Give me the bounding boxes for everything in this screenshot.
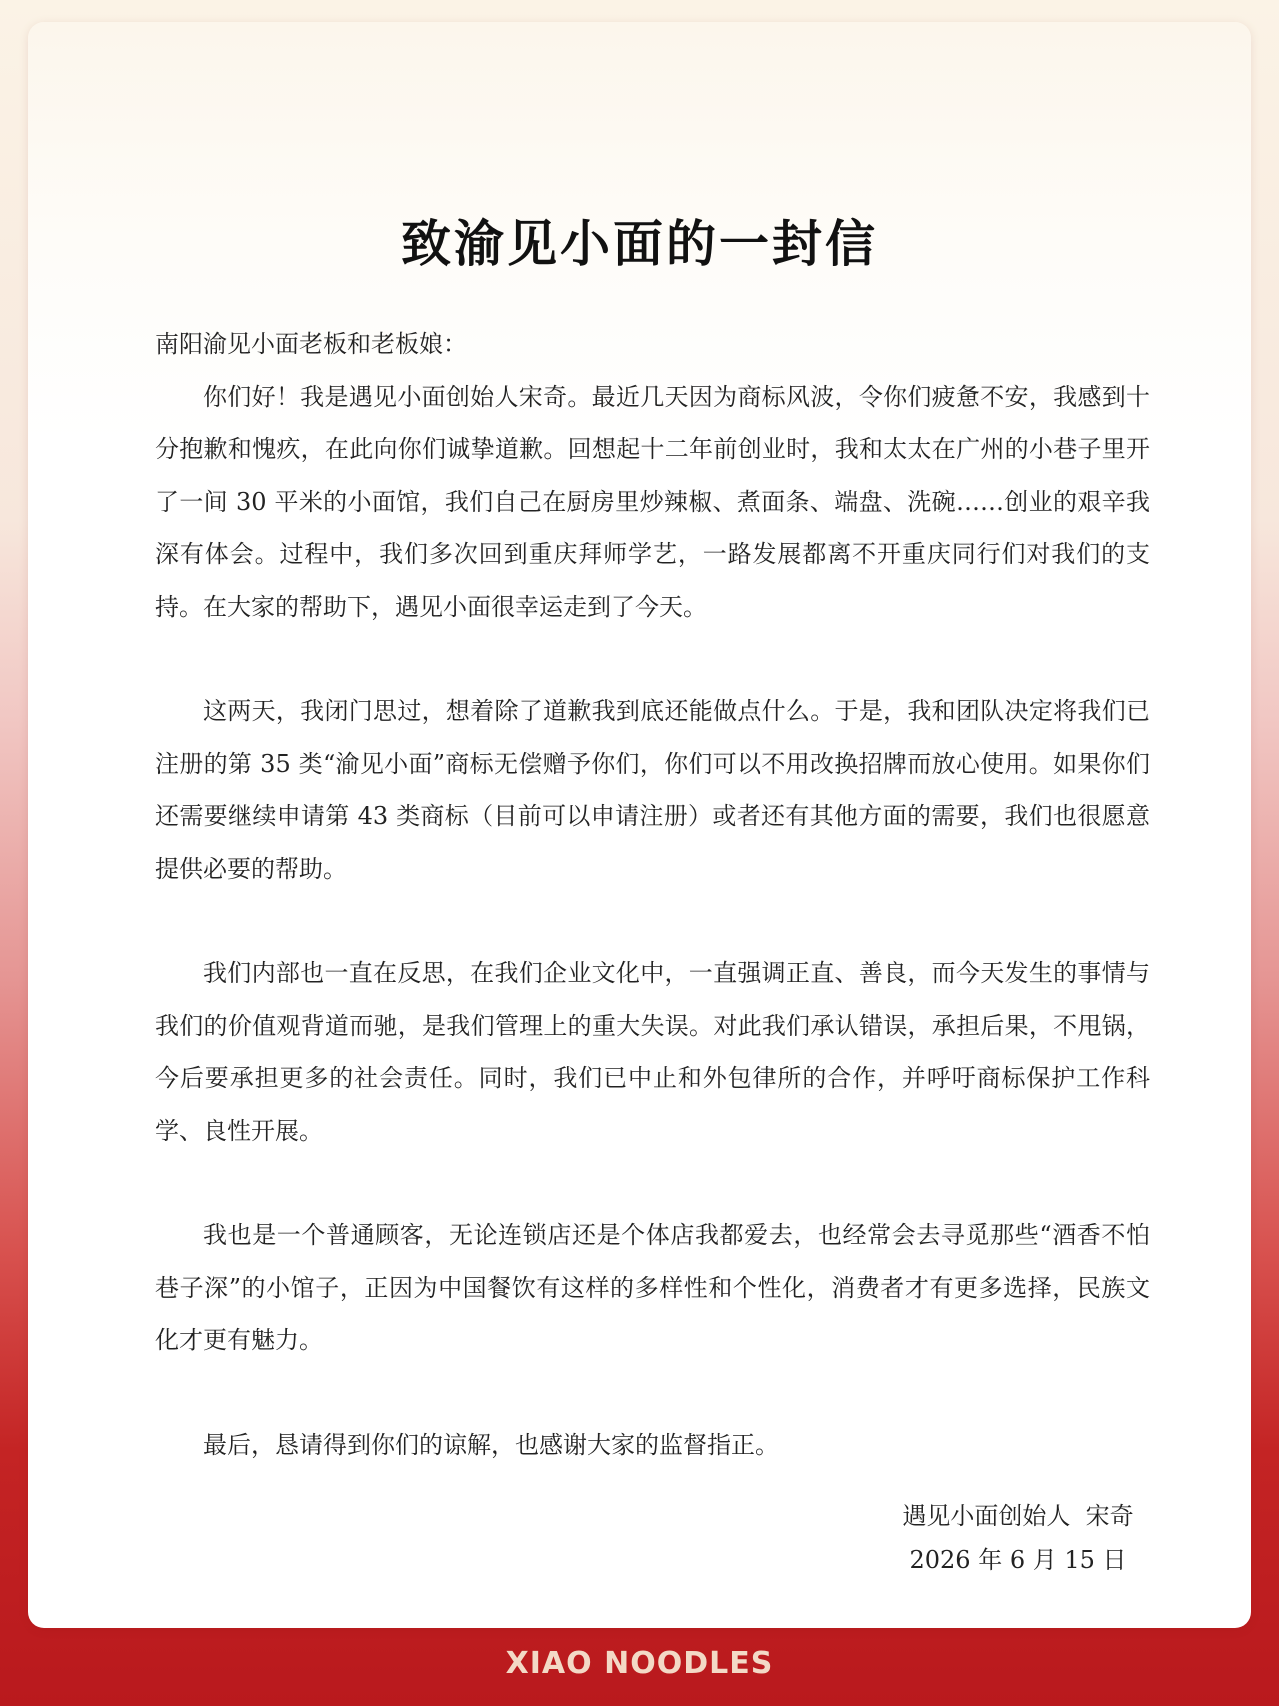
letter-paragraph-3: 我们内部也一直在反思，在我们企业文化中，一直强调正直、善良，而今天发生的事情与我们的价值观背道而驰，是我们管理上的重大失误。对此我们承认错误，承担后果，不甩锅，今后要承担更多的社会责任。同时，我们已中止和外包律所的合作，并呼吁商标保护工作科学、良性开展。 xyxy=(155,959,1150,1145)
signature-name: 遇见小面创始人 宋奇 xyxy=(902,1502,1134,1530)
paragraph-gap xyxy=(155,895,1150,947)
letter-body xyxy=(155,318,1150,1471)
signature-date: 2026 年 6 月 15 日 xyxy=(909,1546,1127,1574)
letter-paragraph-2: 这两天，我闭门思过，想着除了道歉我到底还能做点什么。于是，我和团队决定将我们已注册的第 35 类“渝见小面”商标无偿赠予你们，你们可以不用改换招牌而放心使用。如果你们还需要继续申请第 43 类商标（目前可以申请注册）或者还有其他方面的需要，我们也很愿意提供必要的帮助。 xyxy=(155,697,1150,883)
letter-paragraph-4: 我也是一个普通顾客，无论连锁店还是个体店我都爱去，也经常会去寻觅那些“酒香不怕巷子深”的小馆子，正因为中国餐饮有这样的多样性和个性化，消费者才有更多选择，民族文化才更有魅力。 xyxy=(155,1221,1150,1354)
paragraph-gap xyxy=(155,1367,1150,1419)
letter-signature-block xyxy=(888,1494,1148,1582)
paragraph-gap xyxy=(155,1157,1150,1209)
brand-footer-logo: XIAO NOODLES xyxy=(505,1646,774,1681)
letter-title: 致渝见小面的一封信 xyxy=(401,214,878,273)
letter-salutation: 南阳渝见小面老板和老板娘： xyxy=(155,330,467,358)
letter-paragraph-5: 最后，恳请得到你们的谅解，也感谢大家的监督指正。 xyxy=(203,1430,779,1459)
letter-paragraph-1: 你们好！我是遇见小面创始人宋奇。最近几天因为商标风波，令你们疲惫不安，我感到十分抱歉和愧疚，在此向你们诚挚道歉。回想起十二年前创业时，我和太太在广州的小巷子里开了一间 30 平米的小面馆，我们自己在厨房里炒辣椒、煮面条、端盘、洗碗……创业的艰辛我深有体会。过程中，我们多次回到重庆拜师学艺，一路发展都离不开重庆同行们对我们的支持。在大家的帮助下，遇见小面很幸运走到了今天。 xyxy=(155,382,1150,621)
paragraph-gap xyxy=(155,633,1150,685)
